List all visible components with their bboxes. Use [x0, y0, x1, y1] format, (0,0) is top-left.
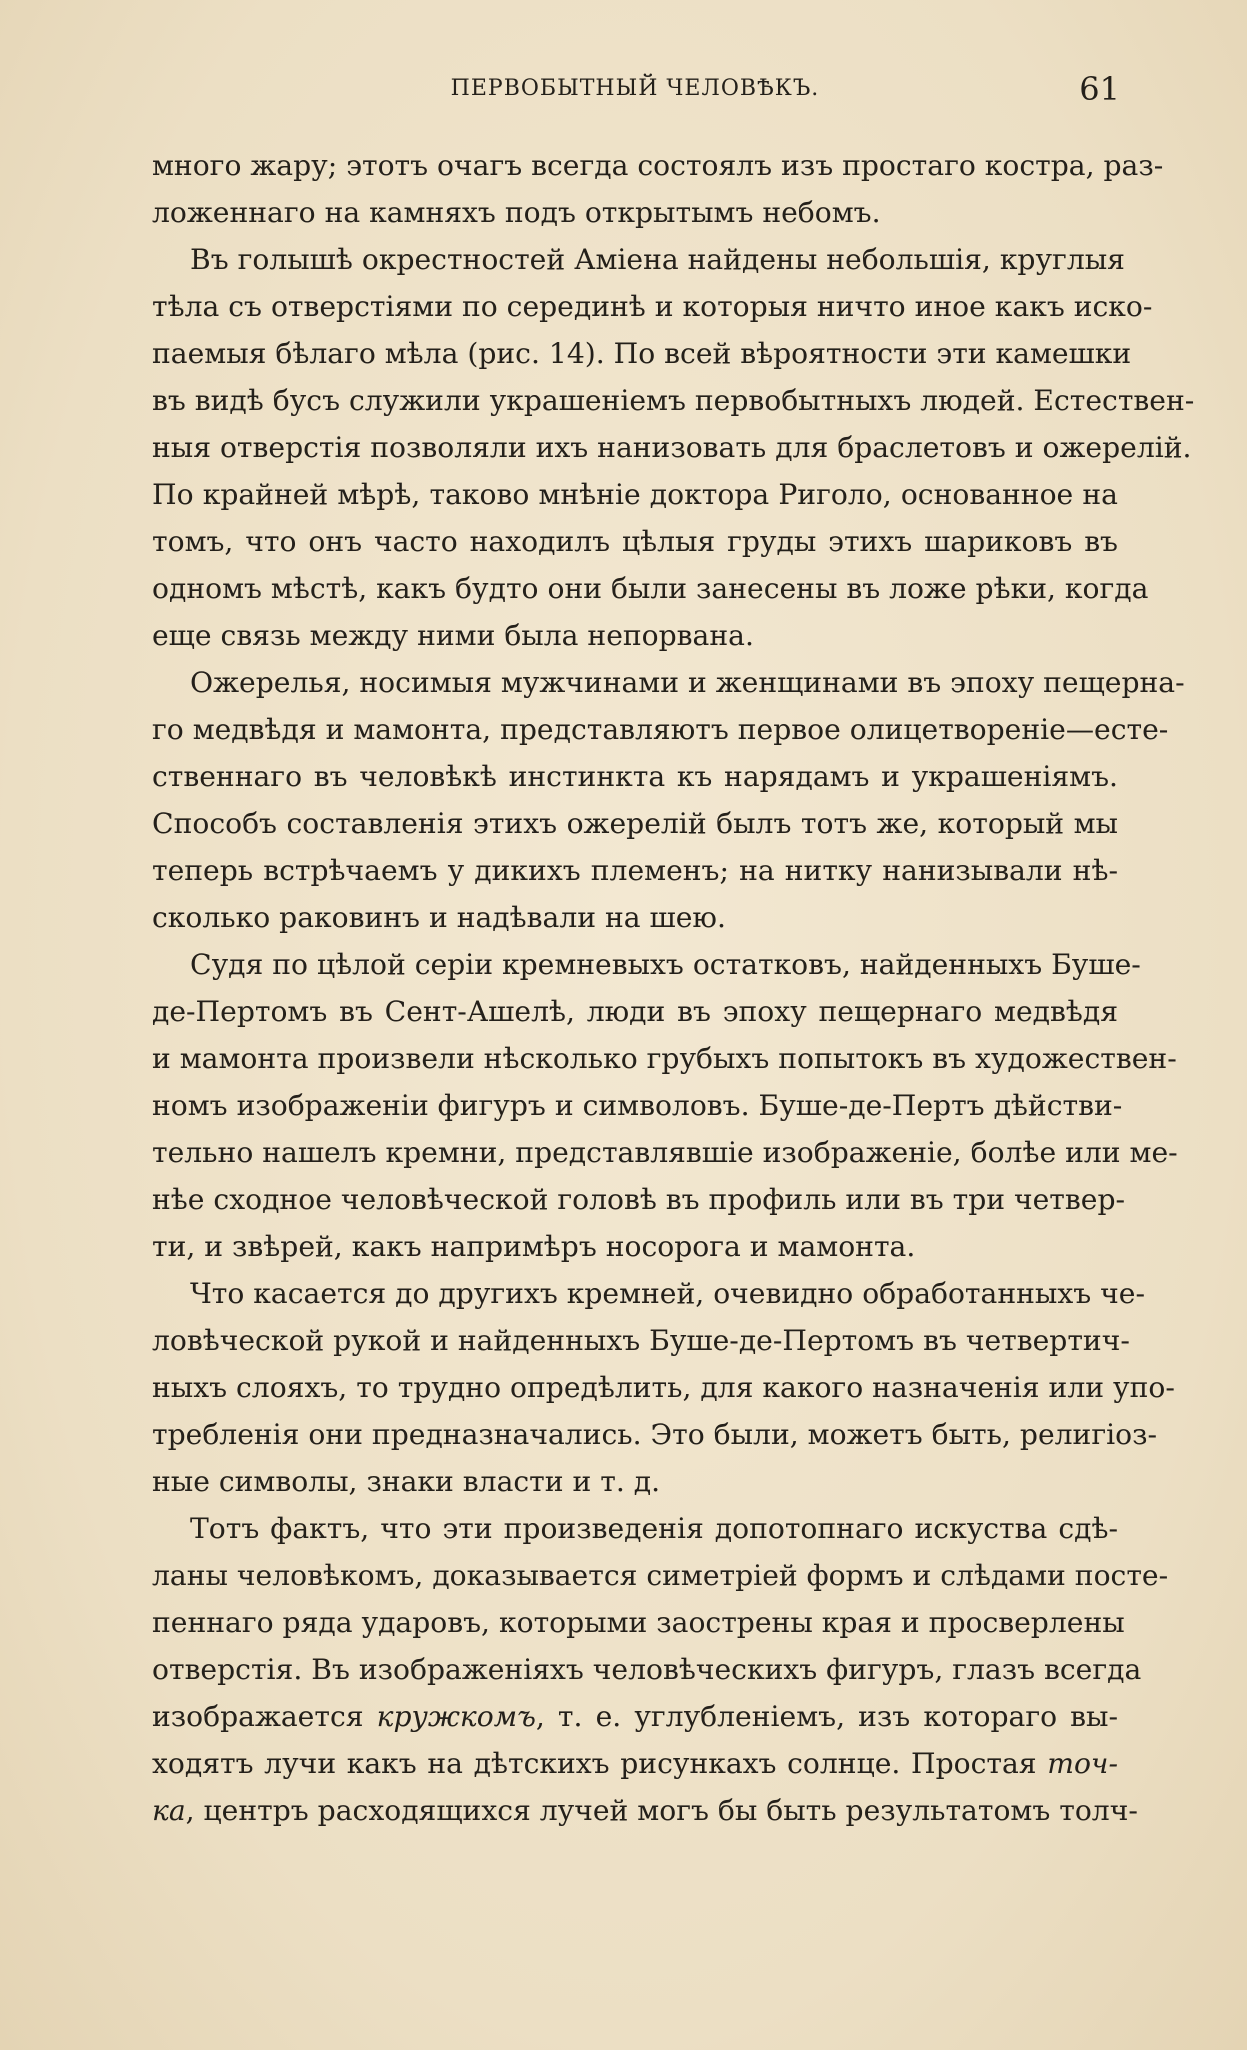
text-line: Въ голышѣ окрестностей Аміена найдены небольшія, круглыя [190, 243, 1125, 276]
text-line: паемыя бѣлаго мѣла (рис. 14). По всей вѣроятности эти камешки [152, 337, 1132, 370]
text-line: ложеннаго на камняхъ подъ открытымъ небомъ. [152, 196, 881, 229]
text-line: отверстія. Въ изображеніяхъ человѣческихъ фигуръ, глазъ всегда [152, 1653, 1142, 1686]
text-line: еще связь между ними была непорвана. [152, 619, 754, 652]
text-line: го медвѣдя и мамонта, представляютъ первое олицетвореніе—есте- [152, 713, 1169, 746]
text-line: ти, и звѣрей, какъ напримѣръ носорога и мамонта. [152, 1230, 916, 1263]
running-title: ПЕРВОБЫТНЫЙ ЧЕЛОВѢКЪ. [450, 76, 820, 101]
body-text [152, 142, 1195, 1834]
text-line: ные символы, знаки власти и т. д. [152, 1465, 661, 1498]
page-number: 61 [1079, 70, 1120, 108]
text-line: сколько раковинъ и надѣвали на шею. [152, 901, 726, 934]
text-line: Ожерелья, носимыя мужчинами и женщинами въ эпоху пещерна- [190, 666, 1185, 699]
text-line: много жару; этотъ очагъ всегда состоялъ изъ простаго костра, раз- [152, 149, 1164, 182]
text-line [152, 1693, 1118, 1740]
text-line: ланы человѣкомъ, доказывается симетріей формъ и слѣдами посте- [152, 1559, 1169, 1592]
text-segment: , т. е. углубленіемъ, изъ котораго вы- [535, 1700, 1118, 1733]
text-line: тѣла съ отверстіями по серединѣ и которыя ничто иное какъ иско- [152, 290, 1153, 323]
italic-term: точ- [1047, 1747, 1118, 1780]
text-line: ныя отверстія позволяли ихъ нанизовать для браслетовъ и ожерелій. [152, 431, 1192, 464]
text-line: Что касается до другихъ кремней, очевидно обработанныхъ че- [190, 1277, 1145, 1310]
text-line: Судя по цѣлой серіи кремневыхъ остатковъ, найденныхъ Буше- [190, 948, 1141, 981]
text-line: пеннаго ряда ударовъ, которыми заострены края и просверлены [152, 1606, 1125, 1639]
text-line: требленія они предназначались. Это были, можетъ быть, религіоз- [152, 1418, 1157, 1451]
text-line: ныхъ слояхъ, то трудно опредѣлить, для какого назначенія или упо- [152, 1371, 1175, 1404]
text-segment: изображается [152, 1700, 377, 1733]
text-line: де-Пертомъ въ Сент-Ашелѣ, люди въ эпоху пещернаго медвѣдя [152, 995, 1118, 1028]
italic-term: кружкомъ [376, 1700, 536, 1733]
text-line: томъ, что онъ часто находилъ цѣлыя груды этихъ шариковъ въ [152, 525, 1118, 558]
text-line: одномъ мѣстѣ, какъ будто они были занесены въ ложе рѣки, когда [152, 572, 1149, 605]
text-line: По крайней мѣрѣ, таково мнѣніе доктора Риголо, основанное на [152, 478, 1118, 511]
text-line [152, 1740, 1118, 1787]
text-line: теперь встрѣчаемъ у дикихъ племенъ; на нитку нанизывали нѣ- [152, 854, 1118, 887]
text-segment: , центръ расходящихся лучей могъ бы быть результатомъ толч- [185, 1794, 1138, 1827]
text-segment: ходятъ лучи какъ на дѣтскихъ рисункахъ солнце. Простая [152, 1747, 1048, 1780]
text-line: ственнаго въ человѣкѣ инстинкта къ нарядамъ и украшеніямъ. [152, 760, 1118, 793]
text-line: Способъ составленія этихъ ожерелій былъ тотъ же, который мы [152, 807, 1118, 840]
text-line [152, 1787, 1138, 1834]
running-head [150, 70, 1120, 114]
text-line: нѣе сходное человѣческой головѣ въ профиль или въ три четвер- [152, 1183, 1126, 1216]
text-line: номъ изображеніи фигуръ и символовъ. Буше-де-Пертъ дѣйстви- [152, 1089, 1123, 1122]
text-line: тельно нашелъ кремни, представлявшіе изображеніе, болѣе или ме- [152, 1136, 1178, 1169]
italic-term: ка [152, 1794, 186, 1827]
text-line: и мамонта произвели нѣсколько грубыхъ попытокъ въ художествен- [152, 1042, 1177, 1075]
text-line: Тотъ фактъ, что эти произведенія допотопнаго искуства сдѣ- [190, 1512, 1118, 1545]
text-line: въ видѣ бусъ служили украшеніемъ первобытныхъ людей. Естествен- [152, 384, 1195, 417]
text-line: ловѣческой рукой и найденныхъ Буше-де-Пертомъ въ четвертич- [152, 1324, 1130, 1357]
